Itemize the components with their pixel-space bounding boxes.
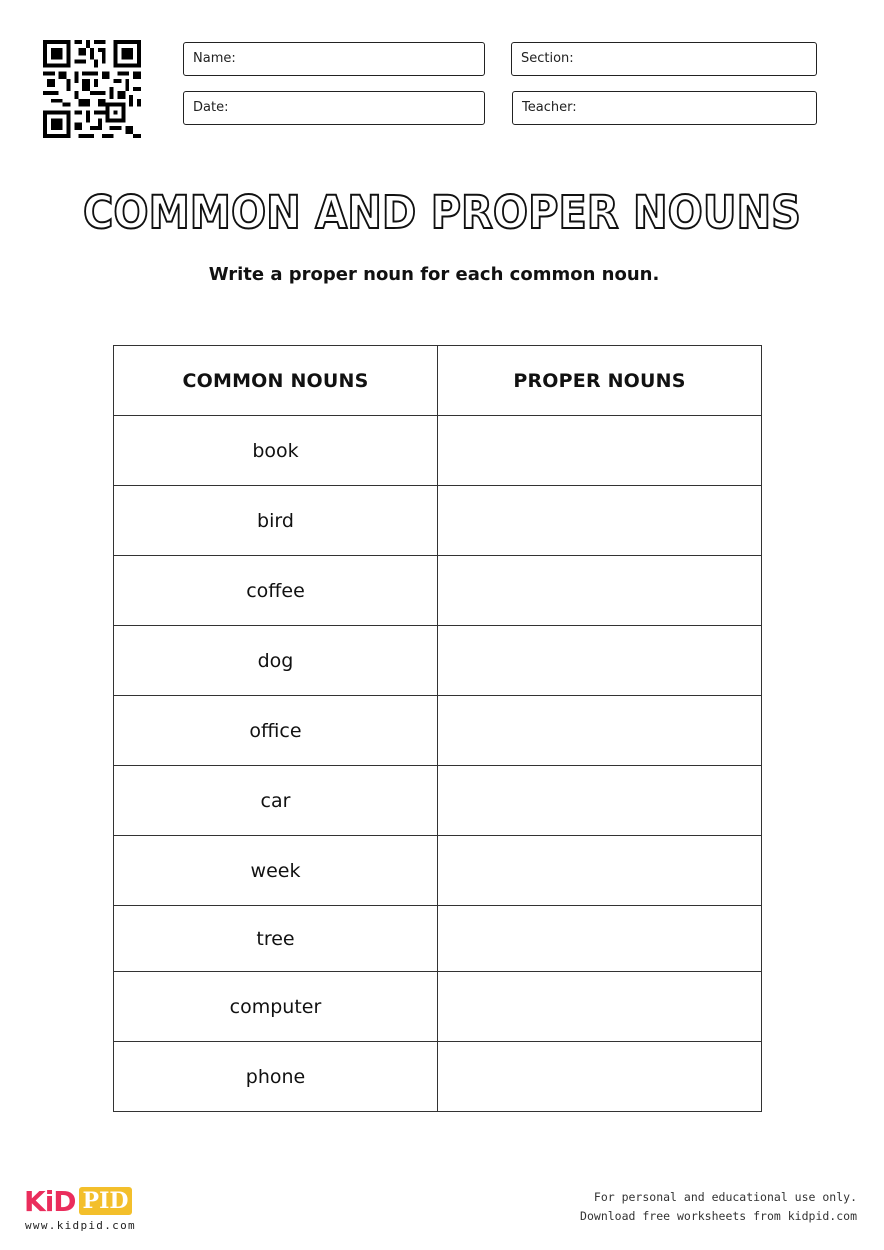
table-row xyxy=(114,766,762,836)
proper-noun-answer-cell[interactable] xyxy=(438,696,762,766)
teacher-field[interactable]: Teacher: xyxy=(512,91,817,125)
common-noun-cell: coffee xyxy=(114,556,438,626)
common-noun-cell: week xyxy=(114,836,438,906)
common-noun-cell: book xyxy=(114,416,438,486)
proper-noun-answer-cell[interactable] xyxy=(438,766,762,836)
common-noun-cell: bird xyxy=(114,486,438,556)
footer-note xyxy=(580,1188,857,1226)
table-row xyxy=(114,556,762,626)
qr-code xyxy=(43,40,141,138)
footer-note-line1: For personal and educational use only. xyxy=(593,1190,857,1204)
footer-note-line2: Download free worksheets from kidpid.com xyxy=(580,1209,857,1223)
common-noun-cell: phone xyxy=(114,1042,438,1112)
proper-noun-answer-cell[interactable] xyxy=(438,836,762,906)
table-row xyxy=(114,1042,762,1112)
common-noun-cell: office xyxy=(114,696,438,766)
table-row xyxy=(114,696,762,766)
table-row xyxy=(114,486,762,556)
common-noun-cell: car xyxy=(114,766,438,836)
name-field[interactable]: Name: xyxy=(183,42,485,76)
logo-kid-text: KiD xyxy=(24,1184,76,1218)
common-noun-cell: tree xyxy=(114,906,438,972)
nouns-table xyxy=(113,345,762,1112)
proper-noun-answer-cell[interactable] xyxy=(438,556,762,626)
proper-noun-answer-cell[interactable] xyxy=(438,972,762,1042)
table-row xyxy=(114,626,762,696)
logo-pid-text: PID xyxy=(79,1187,133,1215)
website-link[interactable]: www.kidpid.com xyxy=(25,1219,136,1232)
table-row xyxy=(114,836,762,906)
table-row xyxy=(114,972,762,1042)
proper-noun-answer-cell[interactable] xyxy=(438,416,762,486)
page-title: COMMON AND PROPER NOUNS xyxy=(83,186,801,239)
date-field[interactable]: Date: xyxy=(183,91,485,125)
common-nouns-header: COMMON NOUNS xyxy=(114,346,438,416)
kidpid-logo xyxy=(24,1185,132,1217)
common-noun-cell: computer xyxy=(114,972,438,1042)
table-row xyxy=(114,906,762,972)
proper-noun-answer-cell[interactable] xyxy=(438,626,762,696)
proper-noun-answer-cell[interactable] xyxy=(438,1042,762,1112)
table-header-row xyxy=(114,346,762,416)
table-row xyxy=(114,416,762,486)
section-field[interactable]: Section: xyxy=(511,42,817,76)
proper-noun-answer-cell[interactable] xyxy=(438,486,762,556)
instructions: Write a proper noun for each common noun. xyxy=(208,264,660,285)
proper-noun-answer-cell[interactable] xyxy=(438,906,762,972)
common-noun-cell: dog xyxy=(114,626,438,696)
proper-nouns-header: PROPER NOUNS xyxy=(438,346,762,416)
